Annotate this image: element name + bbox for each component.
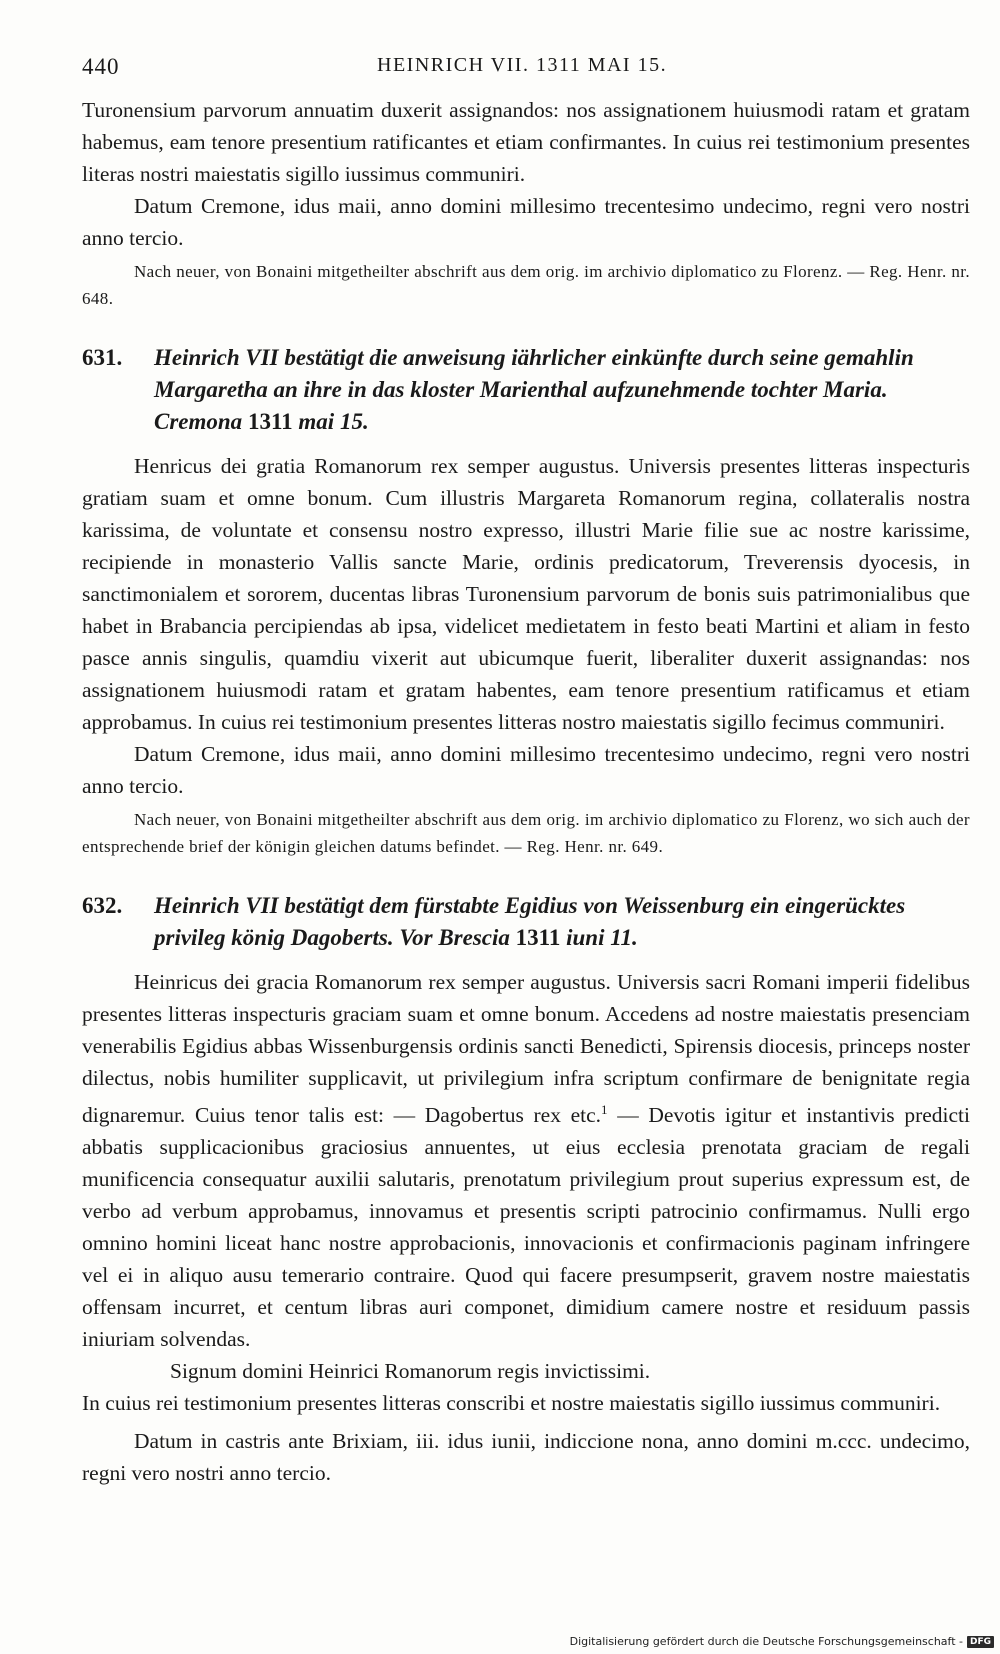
doc-631-heading — [82, 342, 970, 438]
doc-632-date: iuni 11. — [566, 925, 638, 950]
doc-631-year: 1311 — [247, 409, 293, 434]
page-header — [82, 40, 970, 94]
carryover-datum: Datum Cremone, idus maii, anno domini millesimo trecentesimo undecimo, regni vero nostri anno tercio. — [82, 194, 970, 250]
footnote-ref: 1 — [601, 1102, 608, 1117]
doc-632-text-a: Heinricus dei gracia Romanorum rex semper augustus. Universis sacri Romani imperii fidelibus presentes litteras inspecturis graciam suam et omne bonum. Accedens ad nostre maiestatis presenciam venerabilis Egidius abbas Wissenburgensis ordinis sancti Benedicti, Spirensis diocesis, princeps noster dilectus, nobis humiliter supplicavit, ut privilegium infra scriptum confirmare de benignitate regia dignaremur. Cuius tenor talis est: — Dagobertus rex etc. — [82, 970, 970, 1128]
doc-632-year: 1311 — [515, 925, 561, 950]
doc-632-signum: Signum domini Heinrici Romanorum regis invictissimi. — [170, 1359, 651, 1384]
doc-632-number: 632. — [82, 893, 123, 918]
digitization-credit — [570, 1635, 994, 1648]
doc-631-title: Heinrich VII bestätigt die anweisung iährlicher einkünfte durch seine gemahlin Margaretha an ihre in das kloster Marienthal aufzunehmende tochter Maria. Cremona — [154, 345, 914, 434]
doc-631-datum: Datum Cremone, idus maii, anno domini millesimo trecentesimo undecimo, regni vero nostri anno tercio. — [82, 742, 970, 798]
running-head: HEINRICH VII. 1311 MAI 15. — [377, 54, 668, 76]
carryover-section — [82, 94, 970, 254]
doc-632-corroboratio: In cuius rei testimonium presentes litteras conscribi et nostre maiestatis sigillo iussimus communiri. — [82, 1391, 941, 1416]
carryover-source-note: Nach neuer, von Bonaini mitgetheilter abschrift aus dem orig. im archivio diplomatico zu Florenz. — Reg. Henr. nr. 648. — [82, 262, 970, 308]
doc-632-title: Heinrich VII bestätigt dem fürstabte Egidius von Weissenburg ein eingerücktes privileg könig Dagoberts. Vor Brescia — [154, 893, 906, 950]
doc-632-body — [82, 966, 970, 1489]
doc-632-datum: Datum in castris ante Brixiam, iii. idus iunii, indiccione nona, anno domini m.ccc. undecimo, regni vero nostri anno tercio. — [82, 1429, 970, 1486]
doc-632-text — [82, 966, 970, 1355]
credit-text: Digitalisierung gefördert durch die Deutsche Forschungsgemeinschaft - — [569, 1635, 963, 1648]
doc-631-source-note: Nach neuer, von Bonaini mitgetheilter abschrift aus dem orig. im archivio diplomatico zu Florenz, wo sich auch der entsprechende brief der königin gleichen datums befindet. — Reg. Henr. nr. 649. — [82, 810, 970, 856]
document-page — [82, 40, 970, 1489]
dfg-logo: DFG — [967, 1636, 994, 1648]
doc-632-heading — [82, 890, 970, 954]
doc-631-date: mai 15. — [298, 409, 369, 434]
doc-632-text-b: — Devotis igitur et instantivis predicti abbatis supplicacionibus graciosius annuentes, ut eius ecclesia prenotata graciam de regali munificencia consequatur auxilii salutaris, prenotatum privilegium prout superius expressum est, de verbo ad verbum approbamus, innovamus et presentis scripti patrocinio confirmamus. Nulli ergo omnino homini liceat hanc nostre approbacionis, innovacionis et confirmacionis paginam infringere vel ei in aliquo ausu temerario contraire. Quod qui facere presumpserit, gravem nostre maiestatis offensam incurret, et centum libras auri componet, dimidium camere nostre et residuum passis iniuriam solvendas. — [82, 1103, 970, 1352]
doc-631-body — [82, 450, 970, 802]
carryover-paragraph: Turonensium parvorum annuatim duxerit assignandos: nos assignationem huiusmodi ratam et gratam habemus, eam tenore presentium ratificantes et etiam confirmantes. In cuius rei testimonium presentes literas nostri maiestatis sigillo iussimus communiri. — [82, 98, 970, 186]
doc-631-text: Henricus dei gratia Romanorum rex semper augustus. Universis presentes litteras inspecturis gratiam suam et omne bonum. Cum illustris Margareta Romanorum regina, collateralis nostra karissima, de voluntate et consensu nostro expresso, illustri Marie filie sue ac nostre karissime, recipiende in monasterio Vallis sancte Marie, ordinis predicatorum, Treverensis dyocesis, in sanctimonialem et sororem, ducentas libras Turonensium parvorum de bonis suis patrimonialibus que habet in Brabancia percipiendas ab ipsa, videlicet medietatem in festo beati Martini et aliam in festo pasce annis singulis, quamdiu vixerit aut ubicumque fuerit, liberaliter duxerit assignandas: nos assignationem huiusmodi ratam et gratam habentes, eam tenore presentium ratificamus et etiam approbamus. In cuius rei testimonium presentes litteras nostro maiestatis sigillo fecimus communiri. — [82, 454, 970, 734]
doc-631-number: 631. — [82, 345, 123, 370]
page-number: 440 — [82, 54, 120, 79]
